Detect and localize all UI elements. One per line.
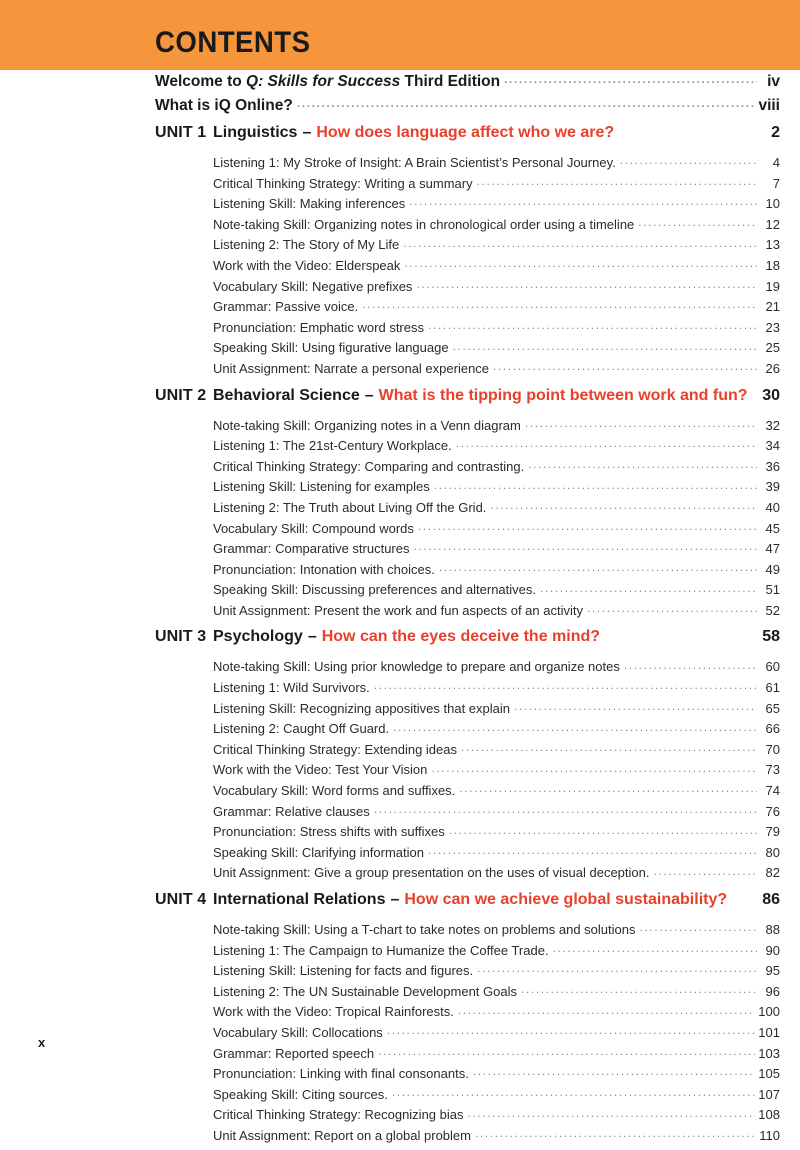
dot-leader	[362, 298, 757, 311]
dot-leader	[653, 864, 757, 877]
dot-leader	[639, 921, 757, 934]
toc-entry-page-number: 32	[765, 417, 780, 433]
dot-leader	[490, 499, 757, 512]
toc-entry-label: Work with the Video: Elderspeak	[213, 257, 401, 273]
dot-leader	[624, 658, 757, 671]
toc-entry-label: Pronunciation: Emphatic word stress	[213, 319, 424, 335]
front-matter-label-prefix: What is iQ Online?	[155, 96, 293, 114]
toc-entry-row[interactable]	[213, 921, 780, 942]
dot-leader	[459, 782, 757, 795]
toc-entry-row[interactable]	[213, 700, 780, 721]
toc-entry-row[interactable]	[213, 319, 780, 340]
dot-leader	[461, 741, 757, 754]
unit-question: How can the eyes deceive the mind?	[321, 628, 601, 646]
toc-entry-page-number: 108	[758, 1107, 780, 1123]
unit-subject-title: Linguistics	[213, 124, 298, 141]
dot-leader	[514, 700, 757, 713]
unit-heading-row[interactable]	[155, 387, 780, 415]
toc-entry-label: Listening Skill: Recognizing appositives that explain	[213, 700, 511, 716]
front-matter-label-italic: Q: Skills for Success	[246, 72, 401, 90]
dot-leader	[453, 339, 757, 352]
toc-entry-label: Note-taking Skill: Organizing notes in a Venn diagram	[213, 417, 521, 433]
dot-leader	[404, 257, 757, 270]
dot-leader	[553, 942, 757, 955]
dot-leader	[374, 803, 757, 816]
toc-entry-label: Speaking Skill: Clarifying information	[213, 844, 424, 860]
unit-number: UNIT 2	[155, 386, 207, 404]
toc-entry-label: Vocabulary Skill: Collocations	[213, 1024, 383, 1040]
toc-entry-row[interactable]	[213, 499, 780, 520]
toc-entry-row[interactable]	[213, 298, 780, 319]
toc-entry-label: Listening 1: The Campaign to Humanize the Coffee Trade.	[213, 942, 549, 958]
toc-entry-page-number: 19	[765, 278, 780, 294]
toc-entry-row[interactable]	[213, 154, 780, 175]
toc-entry-row[interactable]	[213, 844, 780, 865]
unit-entry-list	[0, 658, 800, 885]
dot-leader	[416, 278, 757, 291]
toc-entry-row[interactable]	[213, 803, 780, 824]
toc-entry-page-number: 36	[765, 458, 780, 474]
unit-page-number: 30	[762, 386, 780, 404]
toc-entry-page-number: 10	[765, 196, 780, 212]
toc-entry-label: Grammar: Relative clauses	[213, 803, 370, 819]
unit-block	[0, 628, 800, 885]
unit-block	[0, 124, 800, 381]
unit-page-number: 2	[771, 124, 780, 141]
toc-entry-page-number: 96	[765, 983, 780, 999]
toc-entry-page-number: 82	[765, 865, 780, 881]
toc-entry-page-number: 110	[759, 1127, 780, 1143]
toc-entry-page-number: 66	[765, 721, 780, 737]
unit-subject-title: Behavioral Science	[213, 386, 360, 404]
toc-entry-label: Note-taking Skill: Using prior knowledge to prepare and organize notes	[213, 659, 620, 675]
toc-entry-row[interactable]	[213, 339, 780, 360]
toc-entry-label: Unit Assignment: Give a group presentation on the uses of visual deception.	[213, 865, 650, 881]
dot-leader	[456, 437, 757, 450]
toc-entry-row[interactable]	[213, 602, 780, 623]
front-matter-label	[155, 73, 500, 91]
toc-entry-page-number: 23	[765, 319, 780, 335]
toc-entry-label: Grammar: Passive voice.	[213, 299, 359, 315]
toc-entry-row[interactable]	[213, 1127, 780, 1148]
toc-entry-page-number: 12	[765, 216, 780, 232]
dot-leader	[475, 1127, 756, 1140]
unit-dash-separator: –	[307, 628, 317, 646]
front-matter-row[interactable]	[155, 70, 780, 94]
dot-leader	[468, 1106, 756, 1119]
toc-entry-label: Listening 1: Wild Survivors.	[213, 680, 370, 696]
toc-entry-page-number: 4	[772, 155, 780, 170]
dot-leader	[403, 236, 757, 249]
dot-leader	[638, 216, 757, 229]
unit-block	[0, 387, 800, 623]
toc-entry-page-number: 7	[772, 175, 780, 191]
toc-entry-page-number: 101	[758, 1024, 780, 1040]
toc-entry-row[interactable]	[213, 942, 780, 963]
toc-entry-page-number: 49	[765, 561, 780, 577]
toc-entry-page-number: 13	[765, 237, 780, 253]
toc-entry-row[interactable]	[213, 478, 780, 499]
contents-body	[0, 70, 800, 1150]
toc-entry-row[interactable]	[213, 761, 780, 782]
unit-question: How does language affect who we are?	[316, 124, 615, 141]
dot-leader	[418, 520, 757, 533]
dot-leader	[428, 319, 757, 332]
page-title: CONTENTS	[155, 26, 311, 59]
toc-entry-label: Listening 2: The Truth about Living Off the Grid.	[213, 499, 487, 515]
toc-entry-row[interactable]	[213, 561, 780, 582]
toc-entry-row[interactable]	[213, 1065, 780, 1086]
toc-entry-label: Listening 1: The 21st-Century Workplace.	[213, 438, 452, 454]
toc-entry-label: Vocabulary Skill: Word forms and suffixes.	[213, 783, 456, 799]
toc-entry-row[interactable]	[213, 520, 780, 541]
toc-entry-row[interactable]	[213, 236, 780, 257]
dot-leader	[297, 94, 756, 110]
toc-entry-label: Listening 1: My Stroke of Insight: A Brain Scientist’s Personal Journey.	[213, 155, 616, 170]
toc-entry-page-number: 60	[765, 659, 780, 675]
unit-page-number: 58	[762, 628, 780, 646]
toc-entry-label: Listening Skill: Listening for facts and figures.	[213, 963, 474, 979]
dot-leader	[439, 561, 757, 574]
toc-entry-row[interactable]	[213, 782, 780, 803]
unit-block	[0, 891, 800, 1148]
toc-entry-page-number: 103	[758, 1045, 780, 1061]
unit-list	[0, 124, 800, 1148]
unit-dash-separator: –	[364, 386, 374, 404]
toc-entry-page-number: 76	[765, 803, 780, 819]
toc-entry-page-number: 18	[765, 257, 780, 273]
toc-entry-page-number: 65	[765, 700, 780, 716]
dot-leader	[393, 720, 757, 733]
front-matter-list	[0, 70, 800, 118]
unit-page-number: 86	[762, 891, 780, 908]
toc-entry-row[interactable]	[213, 741, 780, 762]
toc-entry-row[interactable]	[213, 720, 780, 741]
toc-entry-page-number: 74	[765, 783, 780, 799]
toc-entry-row[interactable]	[213, 540, 780, 561]
dot-leader	[473, 1065, 755, 1078]
front-matter-page-number: iv	[767, 72, 780, 90]
toc-entry-page-number: 100	[758, 1004, 780, 1020]
toc-entry-page-number: 80	[765, 844, 780, 860]
dot-leader	[540, 581, 757, 594]
toc-entry-row[interactable]	[213, 962, 780, 983]
toc-entry-row[interactable]	[213, 360, 780, 381]
toc-entry-row[interactable]	[213, 1086, 780, 1107]
toc-entry-row[interactable]	[213, 823, 780, 844]
dot-leader	[431, 761, 757, 774]
toc-entry-label: Work with the Video: Tropical Rainforests.	[213, 1004, 454, 1020]
toc-entry-row[interactable]	[213, 195, 780, 216]
toc-entry-page-number: 88	[765, 922, 780, 937]
toc-entry-label: Pronunciation: Linking with final consonants.	[213, 1066, 469, 1082]
toc-entry-row[interactable]	[213, 257, 780, 278]
toc-entry-label: Vocabulary Skill: Negative prefixes	[213, 278, 413, 294]
unit-question: How can we achieve global sustainability?	[404, 891, 728, 908]
toc-entry-row[interactable]	[213, 175, 780, 196]
toc-entry-label: Speaking Skill: Discussing preferences and alternatives.	[213, 582, 537, 598]
toc-entry-label: Listening 2: The Story of My Life	[213, 237, 400, 253]
toc-entry-label: Critical Thinking Strategy: Writing a summary	[213, 175, 473, 191]
toc-entry-label: Grammar: Reported speech	[213, 1045, 375, 1061]
toc-entry-label: Critical Thinking Strategy: Extending ideas	[213, 741, 457, 757]
dot-leader	[504, 70, 757, 86]
dot-leader	[434, 478, 757, 491]
dot-leader	[414, 540, 758, 553]
toc-entry-page-number: 52	[765, 602, 780, 618]
toc-entry-page-number: 70	[765, 741, 780, 757]
dot-leader	[587, 602, 757, 615]
dot-leader	[525, 417, 757, 430]
orange-header-band	[0, 0, 800, 70]
toc-entry-page-number: 95	[765, 963, 780, 979]
toc-entry-page-number: 51	[765, 582, 780, 598]
toc-entry-row[interactable]	[213, 679, 780, 700]
toc-entry-label: Listening 2: The UN Sustainable Development Goals	[213, 983, 517, 999]
unit-question: What is the tipping point between work and fun?	[378, 386, 748, 404]
toc-entry-row[interactable]	[213, 658, 780, 679]
dot-leader	[378, 1045, 755, 1058]
toc-entry-label: Listening Skill: Listening for examples	[213, 479, 430, 495]
toc-entry-row[interactable]	[213, 581, 780, 602]
toc-entry-page-number: 21	[765, 299, 780, 315]
toc-entry-label: Pronunciation: Stress shifts with suffixes	[213, 824, 445, 840]
toc-entry-row[interactable]	[213, 458, 780, 479]
dot-leader	[449, 823, 757, 836]
toc-entry-row[interactable]	[213, 983, 780, 1004]
toc-entry-label: Critical Thinking Strategy: Recognizing bias	[213, 1107, 464, 1123]
toc-entry-row[interactable]	[213, 1045, 780, 1066]
front-matter-label-prefix: Welcome to	[155, 72, 247, 90]
toc-entry-label: Note-taking Skill: Using a T-chart to take notes on problems and solutions	[213, 922, 636, 937]
toc-entry-page-number: 73	[765, 762, 780, 778]
front-matter-page-number: viii	[758, 96, 780, 114]
front-matter-label-suffix: Third Edition	[400, 72, 501, 90]
toc-entry-page-number: 90	[765, 942, 780, 958]
dot-leader	[374, 679, 757, 692]
dot-leader	[392, 1086, 755, 1099]
unit-number: UNIT 4	[155, 891, 207, 908]
toc-entry-row[interactable]	[213, 417, 780, 438]
toc-entry-label: Speaking Skill: Citing sources.	[213, 1086, 388, 1102]
toc-entry-page-number: 25	[765, 340, 780, 356]
dot-leader	[620, 154, 757, 167]
toc-entry-page-number: 39	[765, 479, 780, 495]
dot-leader	[387, 1024, 755, 1037]
front-matter-label	[155, 97, 293, 115]
unit-entry-list	[0, 417, 800, 623]
toc-entry-row[interactable]	[213, 1024, 780, 1045]
dot-leader	[477, 175, 757, 188]
toc-entry-page-number: 40	[765, 499, 780, 515]
unit-heading-row[interactable]	[155, 891, 780, 919]
dot-leader	[458, 1003, 755, 1016]
unit-number: UNIT 1	[155, 124, 207, 141]
toc-entry-page-number: 105	[758, 1066, 780, 1082]
toc-entry-page-number: 47	[765, 541, 780, 557]
toc-entry-label: Critical Thinking Strategy: Comparing and contrasting.	[213, 458, 525, 474]
toc-entry-label: Speaking Skill: Using figurative language	[213, 340, 449, 356]
toc-entry-label: Note-taking Skill: Organizing notes in chronological order using a timeline	[213, 216, 635, 232]
toc-entry-label: Pronunciation: Intonation with choices.	[213, 561, 435, 577]
toc-entry-page-number: 61	[765, 680, 780, 696]
toc-entry-row[interactable]	[213, 864, 780, 885]
toc-entry-label: Unit Assignment: Report on a global problem	[213, 1127, 471, 1143]
toc-entry-row[interactable]	[213, 278, 780, 299]
toc-entry-page-number: 79	[765, 824, 780, 840]
unit-subject-title: Psychology	[213, 628, 303, 646]
toc-entry-page-number: 34	[765, 438, 780, 454]
toc-entry-row[interactable]	[213, 1106, 780, 1127]
unit-heading-row[interactable]	[155, 628, 780, 656]
unit-entry-list	[0, 921, 800, 1148]
dot-leader	[528, 458, 757, 471]
toc-entry-row[interactable]	[213, 216, 780, 237]
toc-entry-label: Listening 2: Caught Off Guard.	[213, 721, 390, 737]
toc-entry-label: Grammar: Comparative structures	[213, 541, 410, 557]
toc-entry-page-number: 26	[765, 360, 780, 376]
dot-leader	[409, 195, 757, 208]
unit-entry-list	[0, 154, 800, 381]
toc-entry-label: Work with the Video: Test Your Vision	[213, 762, 428, 778]
toc-entry-label: Vocabulary Skill: Compound words	[213, 520, 414, 536]
dot-leader	[428, 844, 757, 857]
unit-number: UNIT 3	[155, 628, 207, 646]
dot-leader	[493, 360, 757, 373]
unit-subject-title: International Relations	[213, 891, 386, 908]
folio-page-number: x	[38, 1035, 46, 1050]
toc-entry-row[interactable]	[213, 437, 780, 458]
toc-entry-label: Listening Skill: Making inferences	[213, 196, 406, 212]
front-matter-row[interactable]	[155, 94, 780, 118]
toc-entry-page-number: 45	[765, 520, 780, 536]
unit-heading-row[interactable]	[155, 124, 780, 152]
toc-entry-label: Unit Assignment: Narrate a personal experience	[213, 360, 490, 376]
unit-dash-separator: –	[302, 124, 312, 141]
unit-dash-separator: –	[390, 891, 400, 908]
dot-leader	[521, 983, 757, 996]
toc-entry-label: Unit Assignment: Present the work and fun aspects of an activity	[213, 602, 583, 618]
toc-entry-row[interactable]	[213, 1003, 780, 1024]
toc-entry-page-number: 107	[758, 1086, 780, 1102]
dot-leader	[477, 962, 757, 975]
